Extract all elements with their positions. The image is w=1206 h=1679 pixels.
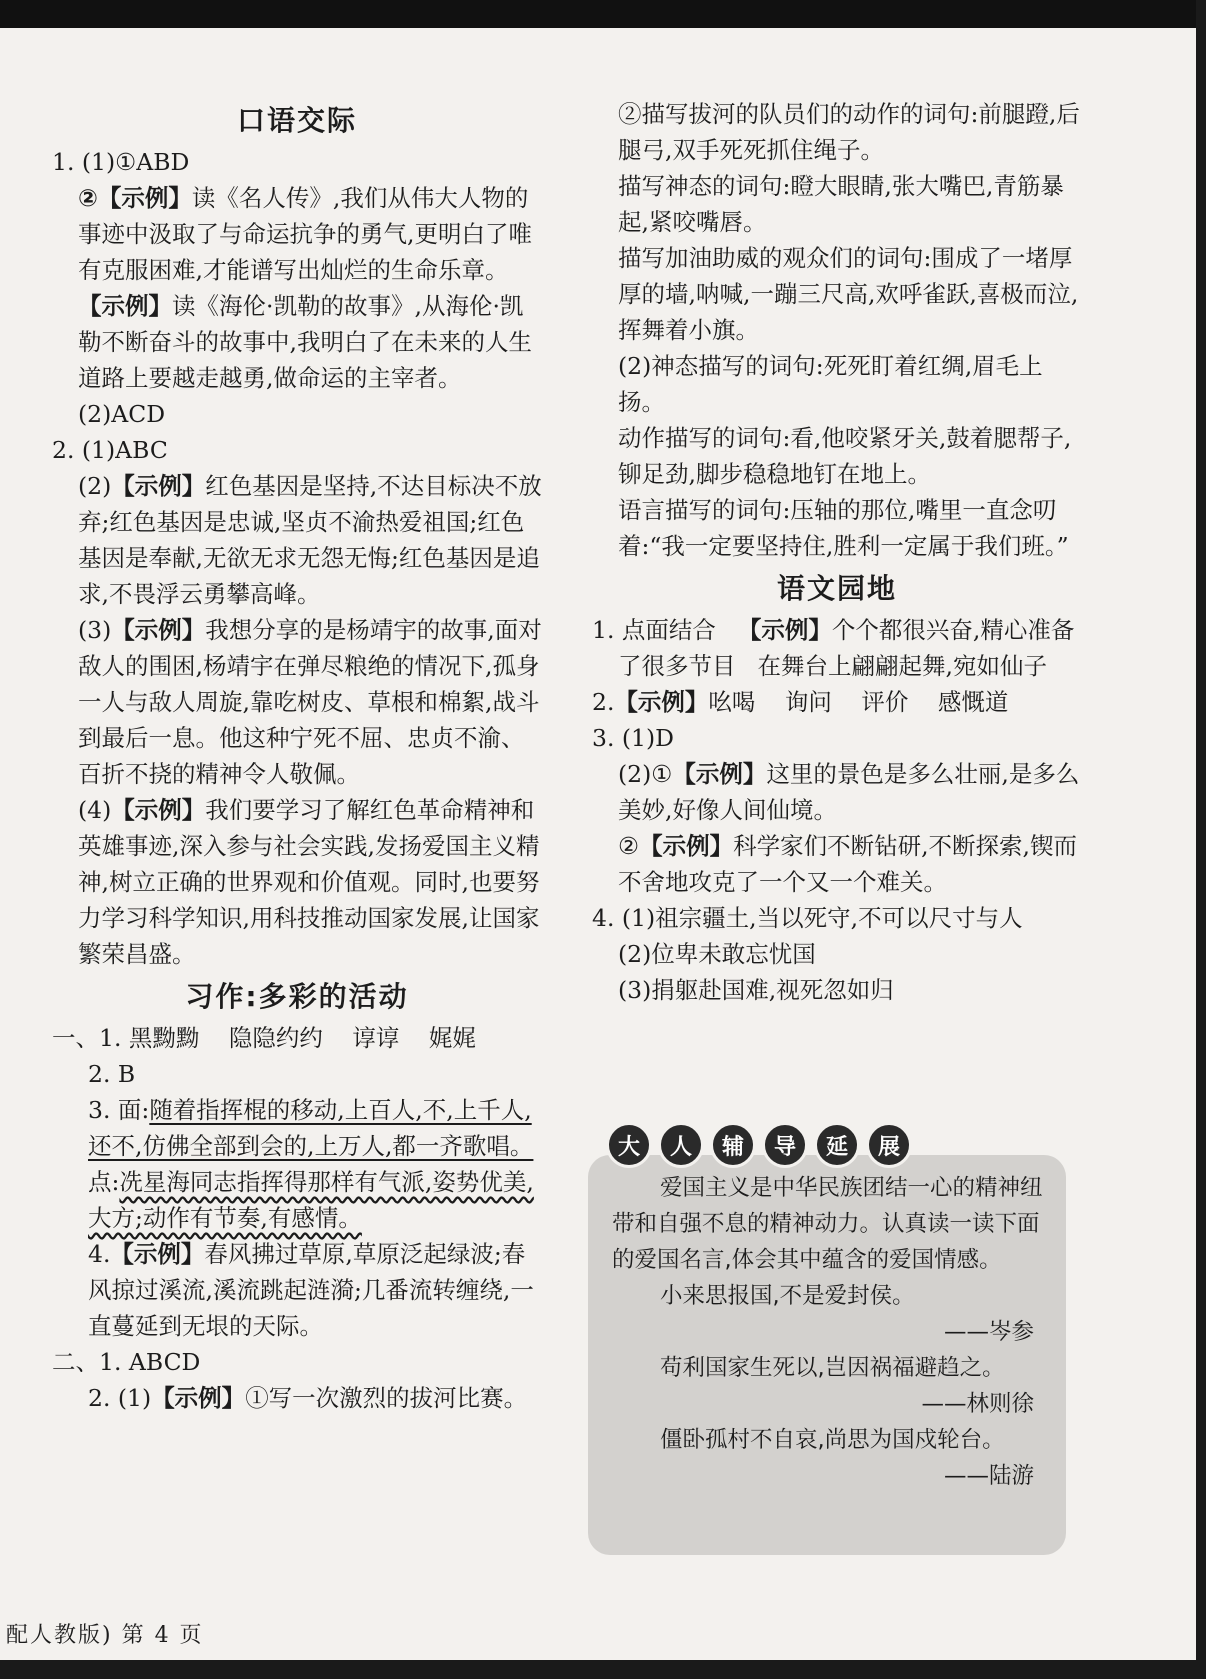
section-title-garden: 语文园地: [776, 572, 897, 605]
answer-text: 春风拂过草原,草原泛起绿波;春风掠过溪流,溪流跳起涟漪;几番流转缠绕,一直蔓延到无垠的天际。: [88, 1240, 534, 1340]
example-tag: ②【示例】: [78, 184, 192, 212]
word-item: 娓娓: [428, 1024, 476, 1052]
scan-top-border: [0, 0, 1206, 28]
word-item: 评价: [861, 688, 909, 716]
answer-text: 个个都很兴奋,精心准备了很多节目: [618, 616, 1075, 680]
right-answer-4: (2)神态描写的词句:死死盯着红绸,眉毛上扬。: [618, 352, 1043, 416]
answer-prefix: (3): [78, 616, 112, 644]
scan-right-border: [1196, 0, 1206, 1679]
word-item: 谆谆: [352, 1024, 400, 1052]
answer-text: 读《名人传》,我们从伟大人物的事迹中汲取了与命运抗争的勇气,更明白了唯有克服困难,才能谱写出灿烂的生命乐章。: [78, 184, 532, 284]
answer-prefix: (2)①: [618, 760, 673, 788]
garden-3-2: [592, 756, 1082, 828]
right-column: [592, 96, 1082, 1008]
quote-author-2: ——林则徐: [921, 1391, 1034, 1417]
writing-1-4: [52, 1236, 542, 1344]
word-item: 黑黝黝: [128, 1024, 200, 1052]
answer-text: 读《海伦·凯勒的故事》,从海伦·凯勒不断奋斗的故事中,我明白了在未来的人生道路上要越走越勇,做命运的主宰者。: [78, 292, 532, 392]
word-item: 询问: [784, 688, 832, 716]
example-tag: 【示例】: [111, 616, 206, 644]
word-item: 隐隐约约: [228, 1024, 323, 1052]
example-tag: 【示例】: [737, 616, 832, 644]
garden-3-1: 3. (1)D: [592, 724, 675, 752]
section-title-oral: 口语交际: [236, 104, 357, 137]
answer-text: 这里的景色是多么壮丽,是多么美妙,好像人间仙境。: [618, 760, 1080, 824]
page-footer: 配人教版) 第 4 页: [6, 1623, 204, 1648]
answer-1-2: [52, 180, 542, 288]
answer-prefix: 4.: [88, 1240, 111, 1268]
writing-1-3b: [52, 1164, 542, 1236]
extension-badges: [606, 1122, 912, 1168]
example-tag: 【示例】: [78, 292, 172, 320]
badge-char: 人: [658, 1122, 704, 1168]
answer-text: 红色基因是坚持,不达目标决不放弃;红色基因是忠诚,坚贞不渝热爱祖国;红色基因是奉献,无欲无求无怨无悔;红色基因是追求,不畏浮云勇攀高峰。: [78, 472, 542, 608]
garden-1: [592, 612, 1082, 684]
example-tag: 【示例】: [639, 832, 734, 860]
answer-2-1: 2. (1)ABC: [52, 436, 168, 464]
answer-text: 我想分享的是杨靖宇的故事,面对敌人的围困,杨靖宇在弹尽粮绝的情况下,孤身一人与敌人周旋,靠吃树皮、草根和棉絮,战斗到最后一息。他这种宁死不屈、忠贞不渝、百折不挠的精神令人敬佩。: [78, 616, 542, 788]
left-column: [52, 96, 542, 1416]
answer-2-4: [52, 792, 542, 972]
writing-2-2: [52, 1380, 542, 1416]
example-tag: 【示例】: [110, 1240, 205, 1268]
right-answer-3: 描写加油助威的观众们的词句:围成了一堵厚厚的墙,呐喊,一蹦三尺高,欢呼雀跃,喜极而泣,挥舞着小旗。: [618, 244, 1079, 344]
badge-char: 延: [814, 1122, 860, 1168]
answer-prefix: 点:: [88, 1168, 120, 1196]
answer-prefix: (4): [78, 796, 112, 824]
quote-author-3: ——陆游: [943, 1463, 1034, 1489]
badge-char: 大: [606, 1122, 652, 1168]
badge-char: 辅: [710, 1122, 756, 1168]
scan-bottom-border: [0, 1660, 1206, 1679]
word-item: 感慨道: [937, 688, 1009, 716]
garden-4-1: 4. (1)祖宗疆土,当以死守,不可以尺寸与人: [592, 904, 1023, 932]
underlined-text: 随着指挥棍的移动,上百人,不,上千人,还不,仿佛全部到会的,上万人,都一齐歌唱。: [88, 1096, 534, 1160]
answer-prefix: 1. 点面结合: [592, 616, 716, 644]
answer-text: 在舞台上翩翩起舞,宛如仙子: [757, 652, 1047, 680]
section-title-writing: 习作:多彩的活动: [185, 980, 409, 1013]
answer-1-3: [52, 288, 542, 396]
answer-1-4: (2)ACD: [78, 400, 166, 428]
writing-2-1: 二、1. ABCD: [52, 1348, 201, 1376]
writing-1-1: [52, 1020, 542, 1056]
right-answer-5: 动作描写的词句:看,他咬紧牙关,鼓着腮帮子,铆足劲,脚步稳稳地钉在地上。: [618, 424, 1072, 488]
garden-4-3: (3)捐躯赴国难,视死忽如归: [618, 976, 894, 1004]
word-item: 吆喝: [708, 688, 756, 716]
example-tag: 【示例】: [111, 796, 206, 824]
extension-text: [612, 1170, 1052, 1494]
answer-1-1: 1. (1)①ABD: [52, 148, 190, 176]
example-tag: 【示例】: [672, 760, 767, 788]
answer-prefix: ②: [618, 832, 640, 860]
item-number: 一、1.: [52, 1024, 122, 1052]
answer-prefix: 2.: [592, 688, 615, 716]
answer-text: ①写一次激烈的拔河比赛。: [245, 1384, 528, 1412]
writing-1-2: 2. B: [88, 1060, 136, 1088]
extension-intro: 爱国主义是中华民族团结一心的精神纽带和自强不息的精神动力。认真读一读下面的爱国名言,体会其中蕴含的爱国情感。: [612, 1175, 1043, 1273]
right-answer-1: ②描写拔河的队员们的动作的词句:前腿蹬,后腿弓,双手死死抓住绳子。: [618, 100, 1080, 164]
answer-prefix: (2): [78, 472, 112, 500]
garden-4-2: (2)位卑未敢忘忧国: [618, 940, 816, 968]
writing-1-3: [52, 1092, 542, 1164]
answer-text: 科学家们不断钻研,不断探索,锲而不舍地攻克了一个又一个难关。: [618, 832, 1078, 896]
quote-2: 苟利国家生死以,岂因祸福避趋之。: [660, 1355, 1005, 1381]
example-tag: 【示例】: [151, 1384, 246, 1412]
badge-char: 导: [762, 1122, 808, 1168]
answer-text: 我们要学习了解红色革命精神和英雄事迹,深入参与社会实践,发扬爱国主义精神,树立正确的世界观和价值观。同时,也要努力学习科学知识,用科技推动国家发展,让国家繁荣昌盛。: [78, 796, 540, 968]
quote-1: 小来思报国,不是爱封侯。: [660, 1283, 915, 1309]
answer-2-2: [52, 468, 542, 612]
example-tag: 【示例】: [614, 688, 709, 716]
garden-2: [592, 684, 1082, 720]
quote-author-1: ——岑参: [943, 1319, 1034, 1345]
quote-3: 僵卧孤村不自哀,尚思为国戍轮台。: [660, 1427, 1005, 1453]
answer-prefix: 2. (1): [88, 1384, 152, 1412]
garden-3-3: [592, 828, 1082, 900]
example-tag: 【示例】: [111, 472, 206, 500]
right-answer-2: 描写神态的词句:瞪大眼睛,张大嘴巴,青筋暴起,紧咬嘴唇。: [618, 172, 1064, 236]
answer-prefix: 3. 面:: [88, 1096, 150, 1124]
answer-2-3: [52, 612, 542, 792]
right-answer-6: 语言描写的词句:压轴的那位,嘴里一直念叨着:“我一定要坚持住,胜利一定属于我们班。”: [618, 496, 1069, 560]
wavy-underlined-text: 冼星海同志指挥得那样有气派,姿势优美,大方;动作有节奏,有感情。: [88, 1168, 534, 1232]
badge-char: 展: [866, 1122, 912, 1168]
